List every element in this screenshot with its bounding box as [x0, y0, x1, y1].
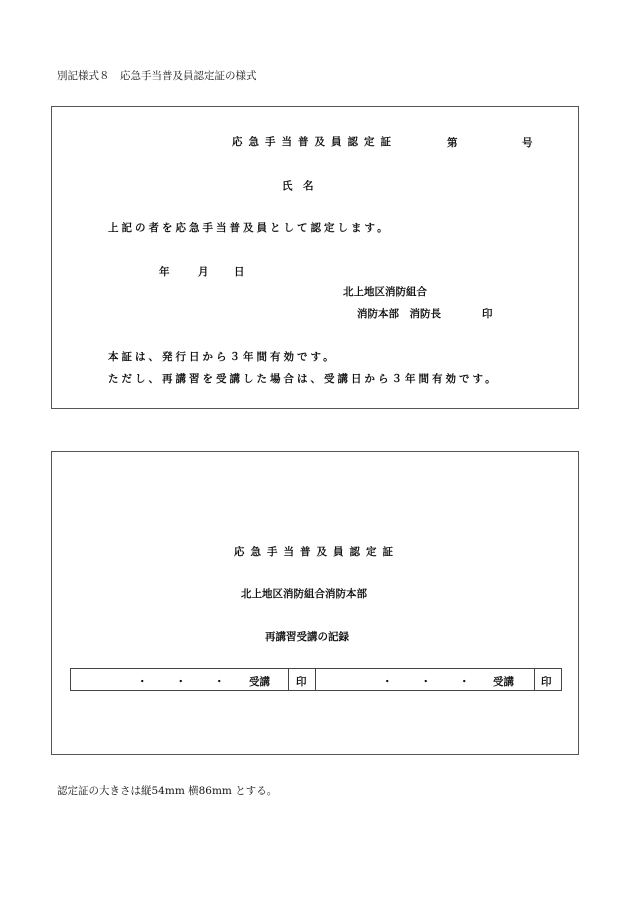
certificate-title: 応急手当普及員認定証	[232, 136, 397, 148]
issuer-organization: 北上地区消防組合	[343, 286, 427, 298]
certificate-back	[51, 451, 579, 755]
validity-note-2: ただし、再講習を受講した場合は、受講日から３年間有効です。	[108, 373, 499, 385]
back-organization: 北上地区消防組合消防本部	[241, 588, 367, 600]
record-seal: 印	[541, 676, 552, 688]
date-month: 月	[198, 266, 209, 278]
certificate-front	[51, 106, 579, 409]
training-records-table	[70, 668, 562, 691]
record-date-cell	[71, 669, 289, 690]
size-footnote: 認定証の大きさは縦54mm 横86mm とする。	[57, 785, 278, 797]
seal-mark: 印	[482, 308, 493, 320]
record-seal: 印	[296, 676, 307, 688]
date-day: 日	[234, 266, 245, 278]
record-seal-cell	[289, 669, 316, 690]
records-title: 再講習受講の記録	[265, 631, 349, 643]
back-title: 応急手当普及員認定証	[234, 546, 399, 558]
certification-statement: 上記の者を応急手当普及員として認定します。	[108, 222, 391, 234]
record-date-cell	[316, 669, 535, 690]
form-label: 別記様式８ 応急手当普及員認定証の様式	[57, 70, 257, 82]
number-prefix: 第	[447, 137, 458, 149]
record-label: 受講	[249, 676, 270, 688]
record-label: 受講	[493, 676, 514, 688]
record-date-dots: ・・・	[382, 676, 498, 688]
validity-note-1: 本証は、発行日から３年間有効です。	[108, 351, 337, 363]
date-year: 年	[159, 266, 170, 278]
record-date-dots: ・・・	[137, 676, 253, 688]
record-seal-cell	[535, 669, 561, 690]
number-suffix: 号	[522, 137, 533, 149]
name-label: 氏 名	[282, 180, 314, 192]
issuer-title: 消防本部 消防長	[357, 308, 441, 320]
